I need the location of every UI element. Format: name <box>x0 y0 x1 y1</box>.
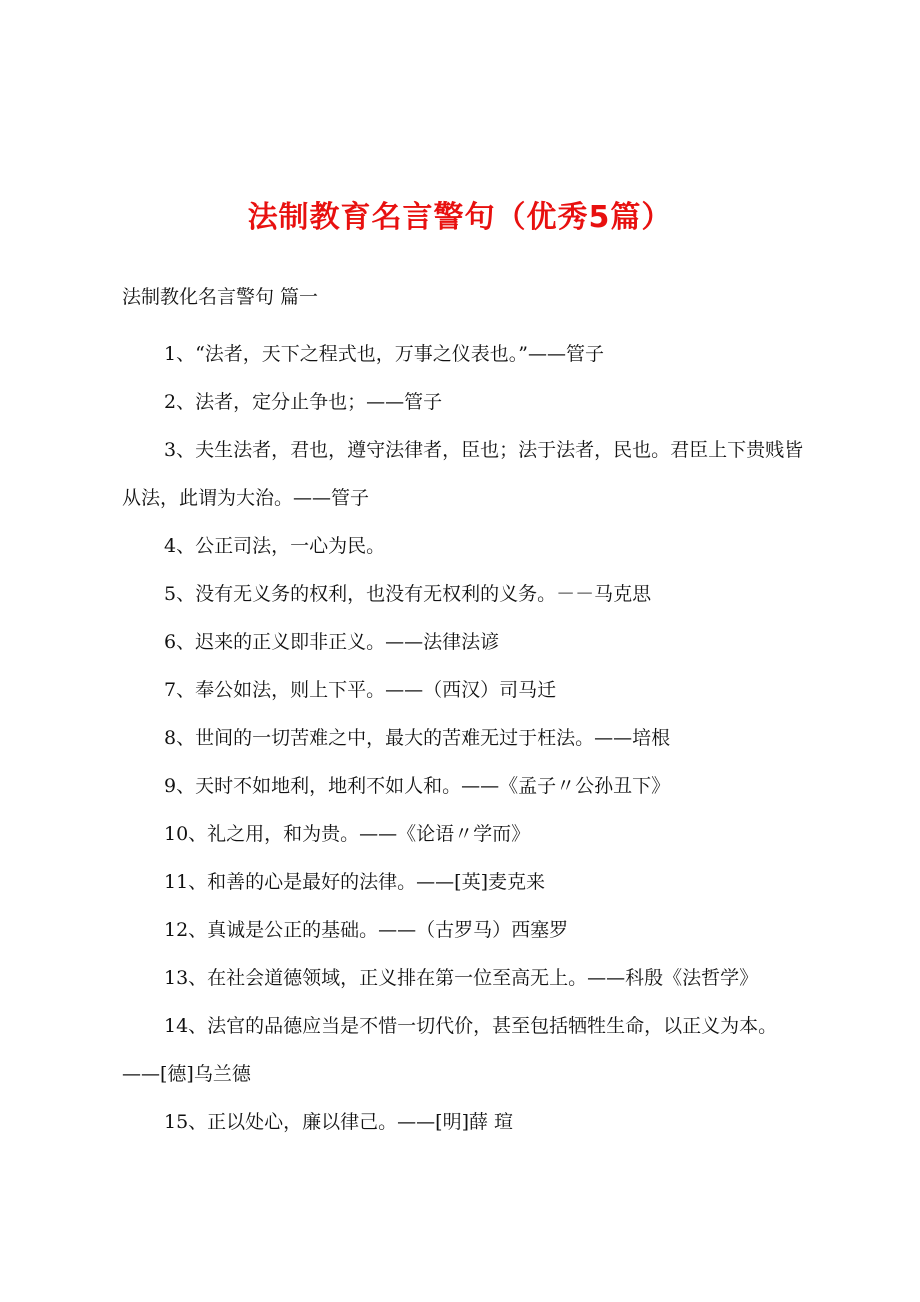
quote-item: 4、公正司法，一心为民。 <box>164 535 386 557</box>
quote-item: 6、迟来的正义即非正义。——法律法谚 <box>164 631 500 653</box>
quote-item: 15、正以处心，廉以律己。——[明]薛 瑄 <box>164 1111 514 1133</box>
quote-item: 10、礼之用，和为贵。——《论语〃学而》 <box>164 823 531 845</box>
quote-item: 7、奉公如法，则上下平。——（西汉）司马迁 <box>164 679 557 701</box>
quote-item: 11、和善的心是最好的法律。——[英]麦克来 <box>164 871 546 893</box>
quote-item: 1、“法者，天下之程式也，万事之仪表也。”——管子 <box>164 343 605 365</box>
document-title: 法制教育名言警句（优秀5篇） <box>247 200 673 235</box>
quote-item: 3、夫生法者，君也，遵守法律者，臣也；法于法者，民也。君臣上下贵贱皆从法，此谓为大治。——管子 <box>122 439 804 509</box>
quote-list <box>122 330 812 1146</box>
quote-item: 13、在社会道德领域，正义排在第一位至高无上。——科殷《法哲学》 <box>164 967 759 989</box>
quote-item: 9、天时不如地利，地利不如人和。——《孟子〃公孙丑下》 <box>164 775 671 797</box>
quote-item: 5、没有无义务的权利，也没有无权利的义务。－－马克思 <box>164 583 652 605</box>
quote-item: 14、法官的品德应当是不惜一切代价，甚至包括牺牲生命，以正义为本。——[德]乌兰德 <box>122 1015 778 1085</box>
quote-item: 2、法者，定分止争也；——管子 <box>164 391 443 413</box>
quote-item: 8、世间的一切苦难之中，最大的苦难无过于枉法。——培根 <box>164 727 671 749</box>
quote-item: 12、真诚是公正的基础。——（古罗马）西塞罗 <box>164 919 569 941</box>
section-heading: 法制教化名言警句 篇一 <box>122 286 319 308</box>
